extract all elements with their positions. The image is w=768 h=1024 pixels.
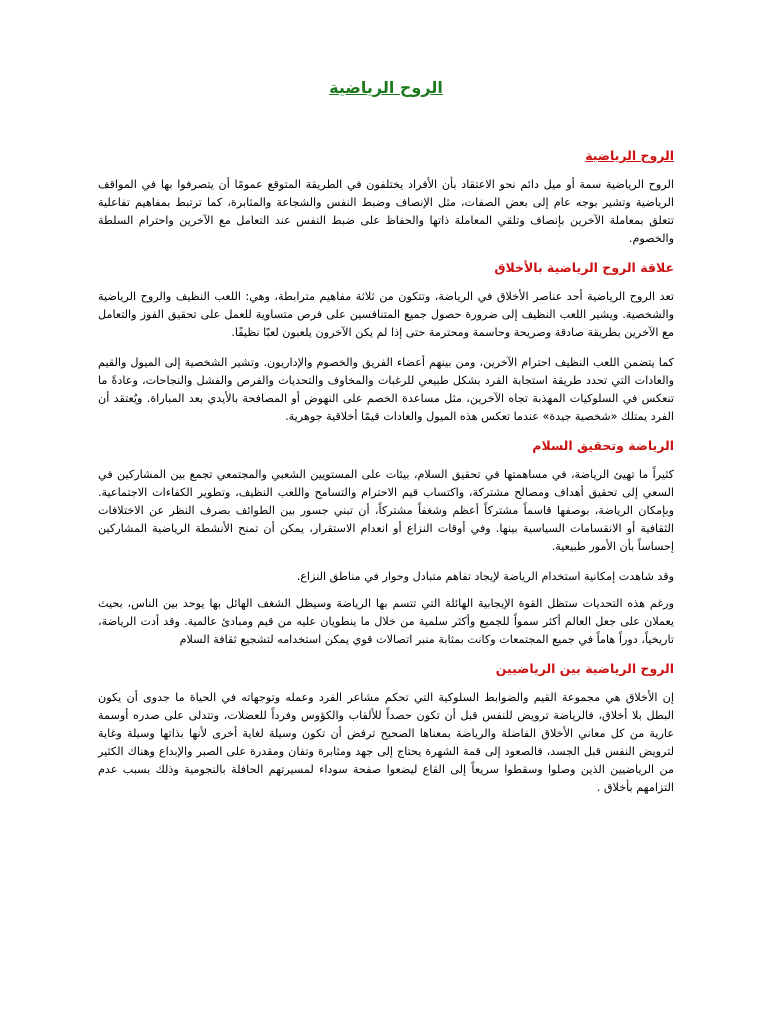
section-heading: علاقة الروح الرياضية بالأخلاق	[494, 260, 674, 275]
paragraph: وقد شاهدت إمكانية استخدام الرياضة لإيجاد تفاهم متبادل وحوار في مناطق النزاع.	[296, 570, 674, 583]
document-title: الروح الرياضية	[329, 78, 443, 97]
section-heading: الروح الرياضية	[585, 148, 674, 163]
section-peace	[98, 438, 674, 649]
section-ethics	[98, 260, 674, 426]
paragraph: إن الأخلاق هي مجموعة القيم والضوابط السلوكية التي تحكم مشاعر الفرد وعمله وتوجهاته في الحياة ما جدوى أن يكون البطل بلا أخلاق، فالرياضة ترويض للنفس قبل أن تكون حصداً للألقاب والكؤوس وفرداً للعضلات، وتتدلى على صدره أوسمة عارية من كل معاني الأخلاق الفاضلة والرياضة بمعناها الصحيح ترفض أن تكون وسيلة لغاية أخرى لأنها بذاتها وسيلة وغاية لترويض النفس قبل الجسد، فالصعود إلى قمة الشهرة يحتاج إلى جهد ومثابرة وتفان ومقدرة على الصبر والإبداع وهناك الكثير من الرياضيين الذين وصلوا وسقطوا سريعاً إلى القاع ليضعوا صفحة سوداء لمسيرتهم الحافلة بالنجومية وذلك بسبب عدم التزامهم بأخلاق .	[98, 691, 674, 794]
paragraph: ورغم هذه التحديات ستظل القوة الإيجابية الهائلة التي تتسم بها الرياضة وسيظل الشغف الهائل بها يوحد بين الناس، بحيث يعملان على جعل العالم أكثر سمواً للجميع وأكثر سلمية من خلال ما ينطويان عليه من قيم ومبادئ عالمية. وقد أدت الرياضة، تاريخياً، دوراً هاماً في جميع المجتمعات وكانت بمثابة منبر اتصالات قوي يمكن استخدامه لتشجيع ثقافة السلام	[98, 597, 674, 646]
section-heading: الروح الرياضية بين الرياضيين	[495, 661, 674, 676]
section-heading: الرياضة وتحقيق السلام	[532, 438, 674, 453]
section-athletes	[98, 661, 674, 797]
paragraph: كما يتضمن اللعب النظيف احترام الآخرين، ومن بينهم أعضاء الفريق والخصوم والإداريون. وتشير الشخصية إلى الميول والقيم والعادات التي تحدد طريقة استجابة الفرد بشكل طبيعي للرغبات والمخاوف والتحديات والفرص والفشل والنجاحات، وعادةً ما تنعكس في السلوكيات المهذبة تجاه الآخرين، مثل مساعدة الخصم على النهوض أو المصافحة بالأيدي بعد المباراة. ويُعتقد أن الفرد يمتلك «شخصية جيدة» عندما تعكس هذه الميول والعادات قيمًا أخلاقية جوهرية.	[98, 356, 674, 423]
paragraph: الروح الرياضية سمة أو ميل دائم نحو الاعتقاد بأن الأفراد يختلفون في الطريقة المتوقع عمومًا أن يتصرفوا بها في المواقف الرياضية وتشير بوجه عام إلى بعض الصفات، مثل الإنصاف وضبط النفس والشجاعة والمثابرة، كما ترتبط بمفاهيم تفاعلية تتعلق بمعاملة الآخرين بإنصاف وتلقي المعاملة ذاتها والحفاظ على ضبط النفس عند التعامل مع الآخرين واحترام السلطة والخصوم.	[98, 178, 674, 245]
document-page	[98, 78, 674, 809]
paragraph: كثيراً ما تهيئ الرياضة، في مساهمتها في تحقيق السلام، بيئات على المستويين الشعبي والمجتمعي تجمع بين المشاركين في السعي إلى تحقيق أهداف ومصالح مشتركة، واكتساب قيم الاحترام والتسامح واللعب النظيف، وتطوير الكفاءات الاجتماعية. وبإمكان الرياضة، بوصفها قاسماً مشتركاً أعظم وشغفاً مشتركاً، أن تبني جسور بين الطوائف بصرف النظر عن الاختلافات الثقافية أو الانقسامات السياسية بينها. وفي أوقات النزاع أو انعدام الاستقرار، يمكن أن تمنح الأنشطة الرياضية المشاركين إحساساً بأن الأمور طبيعية.	[98, 468, 674, 553]
paragraph: تعد الروح الرياضية أحد عناصر الأخلاق في الرياضة، وتتكون من ثلاثة مفاهيم مترابطة، وهي: اللعب النظيف والروح الرياضية والشخصية. ويشير اللعب النظيف إلى ضرورة حصول جميع المتنافسين على فرص متساوية للعمل على تحقيق الفوز والتعامل مع الآخرين بطريقة صادقة وصريحة وحاسمة ومحترمة حتى إذا لم يكن الآخرون يلعبون لعبًا نظيفًا.	[98, 290, 674, 339]
section-sportsmanship	[98, 148, 674, 248]
